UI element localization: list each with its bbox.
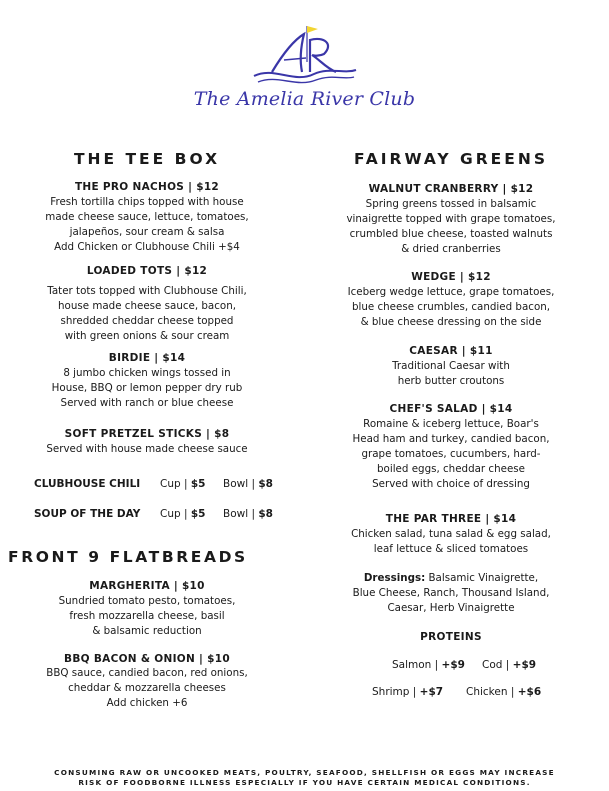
item-desc-chefs-salad: Romaine & iceberg lettuce, Boar's Head ham and turkey, candied bacon, grape tomatoes, cucumbers, hard- boiled eggs, cheddar cheese Served with choice of dressing	[352, 418, 550, 490]
item-title-walnut-cranberry: WALNUT CRANBERRY | $12	[368, 183, 534, 195]
club-monogram-logo	[244, 22, 364, 86]
chili-cup-price: Cup | $5	[160, 478, 206, 490]
dressings-list: Dressings: Balsamic Vinaigrette, Blue Cheese, Ranch, Thousand Island, Caesar, Herb Vinaigrette	[352, 572, 550, 614]
item-desc-loaded-tots: Tater tots topped with Clubhouse Chili, house made cheese sauce, bacon, shredded cheddar cheese topped with green onions & sour cream	[47, 285, 247, 342]
protein-salmon: Salmon | +$9	[392, 659, 465, 671]
item-title-pro-nachos: THE PRO NACHOS | $12	[74, 181, 220, 193]
protein-shrimp: Shrimp | +$7	[372, 686, 444, 698]
item-title-caesar: CAESAR | $11	[409, 345, 493, 357]
item-title-chefs-salad: CHEF'S SALAD | $14	[389, 403, 513, 415]
item-title-birdie: BIRDIE | $14	[108, 352, 186, 364]
section-title-fairway-greens: FAIRWAY GREENS	[353, 150, 548, 168]
protein-chicken: Chicken | +$6	[466, 686, 542, 698]
golf-flag-icon	[307, 26, 318, 33]
item-title-bbq-bacon: BBQ BACON & ONION | $10	[64, 653, 230, 665]
section-title-tee-box: THE TEE BOX	[73, 150, 221, 168]
item-title-pretzel: SOFT PRETZEL STICKS | $8	[64, 428, 230, 440]
health-disclaimer: CONSUMING RAW OR UNCOOKED MEATS, POULTRY, SEAFOOD, SHELLFISH OR EGGS MAY INCREASE RISK OF FOODBORNE ILLNESS ESPECIALLY IF YOU HAVE CERTAIN MEDICAL CONDITIONS.	[54, 768, 555, 787]
item-desc-margherita: Sundried tomato pesto, tomatoes, fresh mozzarella cheese, basil & balsamic reduction	[58, 595, 236, 637]
soup-cup-price: Cup | $5	[160, 508, 206, 520]
item-title-par-three: THE PAR THREE | $14	[385, 513, 517, 525]
chili-bowl-price: Bowl | $8	[223, 478, 273, 490]
item-desc-birdie: 8 jumbo chicken wings tossed in House, BBQ or lemon pepper dry rub Served with ranch or blue cheese	[51, 367, 243, 409]
item-desc-bbq-bacon: BBQ sauce, candied bacon, red onions, cheddar & mozzarella cheeses Add chicken +6	[46, 667, 248, 709]
proteins-title: PROTEINS	[420, 631, 482, 643]
item-desc-wedge: Iceberg wedge lettuce, grape tomatoes, blue cheese crumbles, candied bacon, & blue cheese dressing on the side	[347, 286, 555, 328]
item-desc-walnut-cranberry: Spring greens tossed in balsamic vinaigrette topped with grape tomatoes, crumbled blue cheese, toasted walnuts & dried cranberries	[346, 198, 556, 255]
chili-name: CLUBHOUSE CHILI	[34, 478, 141, 490]
item-desc-caesar: Traditional Caesar with herb butter croutons	[392, 360, 510, 387]
club-name: The Amelia River Club	[193, 88, 416, 110]
soup-bowl-price: Bowl | $8	[223, 508, 273, 520]
soup-name: SOUP OF THE DAY	[34, 508, 141, 520]
protein-cod: Cod | +$9	[482, 659, 537, 671]
item-title-wedge: WEDGE | $12	[411, 271, 491, 283]
item-desc-par-three: Chicken salad, tuna salad & egg salad, leaf lettuce & sliced tomatoes	[351, 528, 551, 555]
section-title-flatbreads: FRONT 9 FLATBREADS	[8, 548, 248, 566]
item-desc-pro-nachos: Fresh tortilla chips topped with house made cheese sauce, lettuce, tomatoes, jalapeños, sour cream & salsa Add Chicken or Clubhouse Chili +$4	[45, 196, 249, 253]
item-desc-pretzel: Served with house made cheese sauce	[46, 443, 248, 455]
item-title-margherita: MARGHERITA | $10	[89, 580, 205, 592]
item-title-loaded-tots: LOADED TOTS | $12	[86, 265, 208, 277]
